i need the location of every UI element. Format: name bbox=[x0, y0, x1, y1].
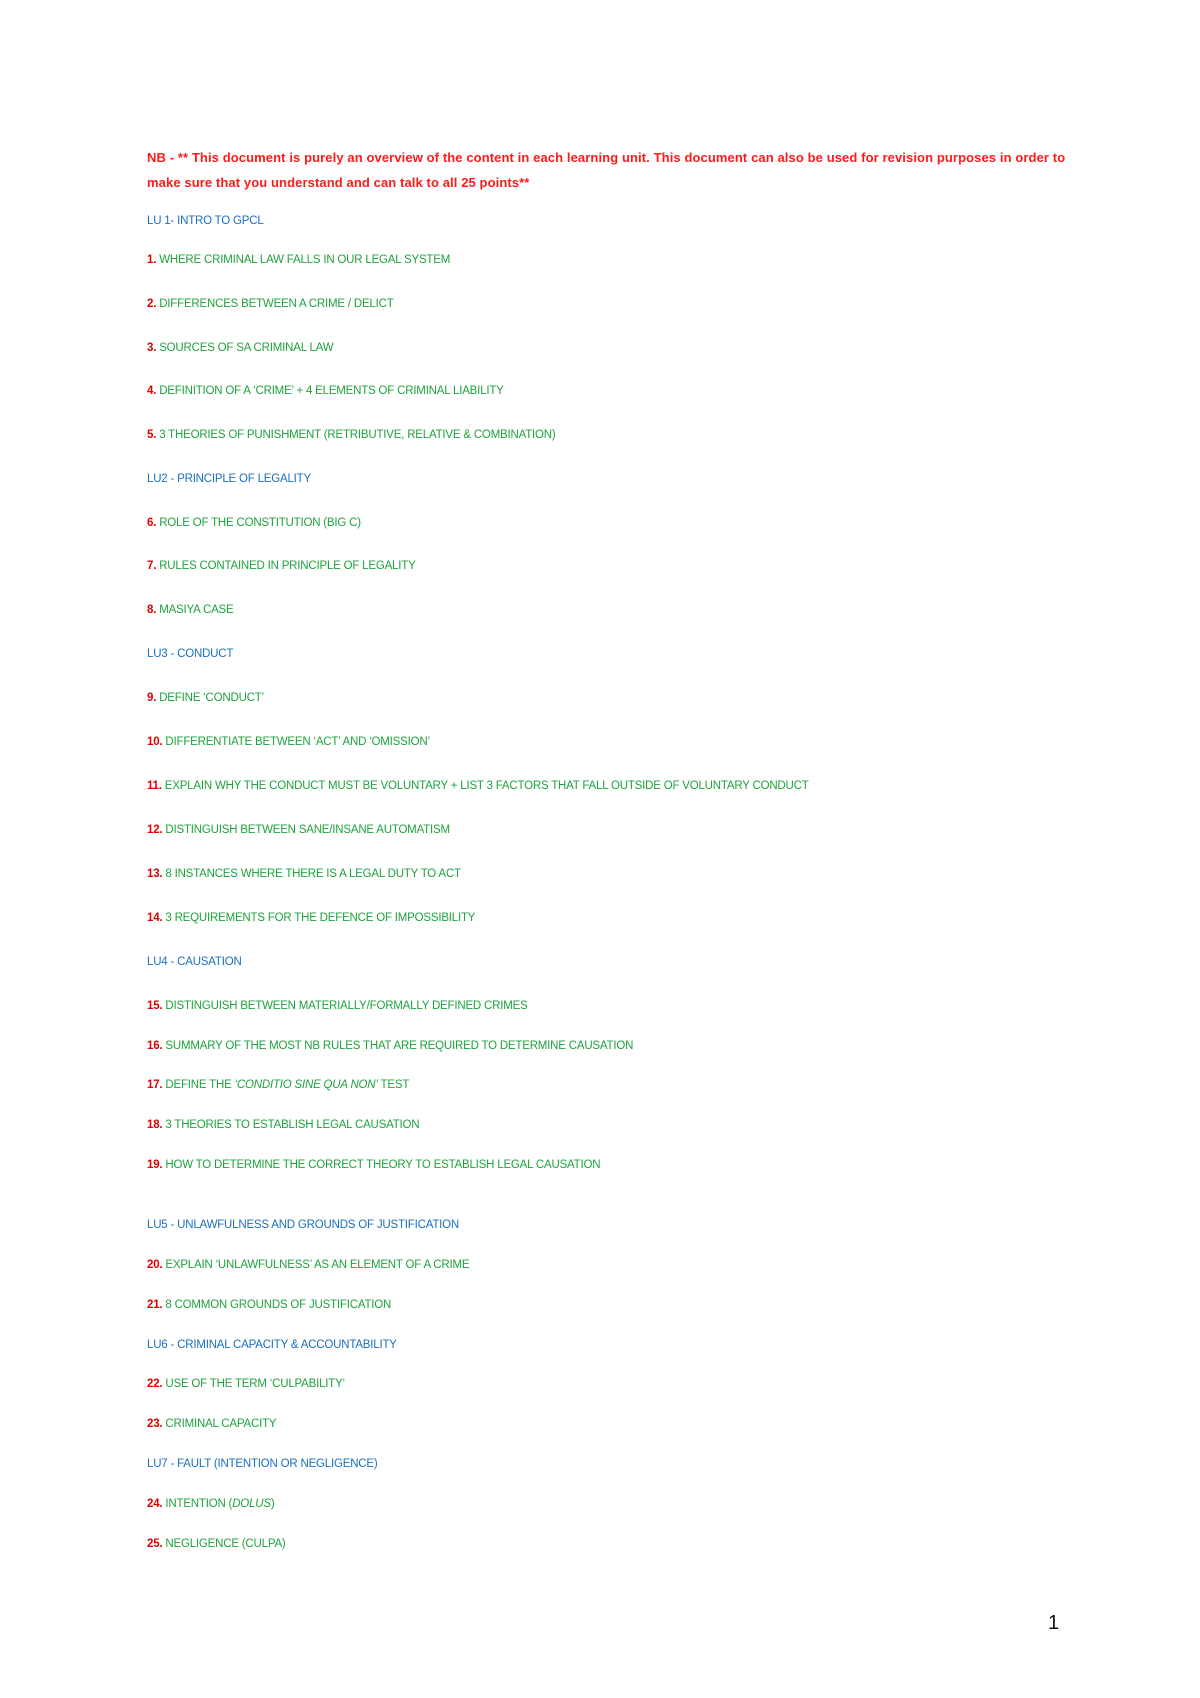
point-text: 8 COMMON GROUNDS OF JUSTIFICATION bbox=[165, 1299, 392, 1311]
list-item bbox=[147, 383, 504, 399]
list-item bbox=[147, 602, 233, 618]
point-number: 12. bbox=[147, 824, 163, 836]
point-text: CRIMINAL CAPACITY bbox=[165, 1418, 277, 1430]
point-number: 22. bbox=[147, 1378, 163, 1390]
point-number: 25. bbox=[147, 1538, 163, 1550]
unit-heading-text: LU2 - PRINCIPLE OF LEGALITY bbox=[147, 473, 311, 485]
list-item bbox=[147, 734, 430, 750]
unit-heading-lu2 bbox=[147, 471, 311, 487]
point-text: DIFFERENCES BETWEEN A CRIME / DELICT bbox=[159, 298, 394, 310]
unit-heading-text: LU6 - CRIMINAL CAPACITY & ACCOUNTABILITY bbox=[147, 1339, 397, 1351]
point-number: 17. bbox=[147, 1079, 163, 1091]
point-text-part: ) bbox=[270, 1498, 275, 1510]
list-item bbox=[147, 515, 361, 531]
point-number: 24. bbox=[147, 1498, 163, 1510]
point-number: 19. bbox=[147, 1159, 163, 1171]
unit-heading-lu3 bbox=[147, 646, 233, 662]
point-number: 11. bbox=[147, 780, 162, 792]
unit-heading-text: LU7 - FAULT (INTENTION OR NEGLIGENCE) bbox=[147, 1458, 378, 1470]
list-item bbox=[147, 427, 556, 443]
point-number: 4. bbox=[147, 385, 157, 397]
unit-heading-text: LU5 - UNLAWFULNESS AND GROUNDS OF JUSTIFICATION bbox=[147, 1219, 459, 1231]
list-item bbox=[147, 1536, 286, 1552]
point-number: 13. bbox=[147, 868, 163, 880]
point-number: 2. bbox=[147, 298, 157, 310]
list-item bbox=[147, 1376, 345, 1392]
point-text-part: TEST bbox=[377, 1079, 410, 1091]
list-item bbox=[147, 1257, 469, 1273]
point-text: DISTINGUISH BETWEEN MATERIALLY/FORMALLY DEFINED CRIMES bbox=[165, 1000, 528, 1012]
point-text bbox=[165, 1079, 409, 1091]
unit-heading-lu1 bbox=[147, 213, 264, 229]
document-note: NB - ** This document is purely an overview of the content in each learning unit. This document can also be used for revision purposes in order to make sure that you understand and can talk to all 25 points** bbox=[147, 150, 1066, 190]
point-text-part: DEFINE THE bbox=[165, 1079, 235, 1091]
point-text: SOURCES OF SA CRIMINAL LAW bbox=[159, 342, 334, 354]
unit-heading-text: LU 1- INTRO TO GPCL bbox=[147, 215, 264, 227]
point-number: 18. bbox=[147, 1119, 163, 1131]
list-item bbox=[147, 1117, 419, 1133]
point-number: 14. bbox=[147, 912, 163, 924]
unit-heading-text: LU3 - CONDUCT bbox=[147, 648, 234, 660]
point-number: 20. bbox=[147, 1259, 163, 1271]
point-text: ROLE OF THE CONSTITUTION (BIG C) bbox=[159, 517, 361, 529]
point-text: NEGLIGENCE (CULPA) bbox=[165, 1538, 286, 1550]
list-item bbox=[147, 998, 528, 1014]
unit-heading-lu4 bbox=[147, 954, 242, 970]
point-number: 7. bbox=[147, 560, 157, 572]
point-text-italic: DOLUS bbox=[232, 1498, 271, 1510]
point-text: USE OF THE TERM ‘CULPABILITY’ bbox=[165, 1378, 345, 1390]
unit-heading-lu6 bbox=[147, 1337, 397, 1353]
page-number: 1 bbox=[1048, 1612, 1060, 1634]
list-item bbox=[147, 822, 450, 838]
point-number: 8. bbox=[147, 604, 157, 616]
point-number: 9. bbox=[147, 692, 157, 704]
list-item bbox=[147, 1496, 274, 1512]
point-number: 16. bbox=[147, 1040, 163, 1052]
point-number: 1. bbox=[147, 254, 157, 266]
list-item bbox=[147, 866, 461, 882]
point-number: 21. bbox=[147, 1299, 163, 1311]
point-text: EXPLAIN ‘UNLAWFULNESS’ AS AN ELEMENT OF A CRIME bbox=[165, 1259, 470, 1271]
point-text: DIFFERENTIATE BETWEEN ‘ACT’ AND ‘OMISSION’ bbox=[165, 736, 430, 748]
list-item bbox=[147, 1297, 391, 1313]
point-text: MASIYA CASE bbox=[159, 604, 234, 616]
list-item bbox=[147, 252, 450, 268]
point-text: SUMMARY OF THE MOST NB RULES THAT ARE REQUIRED TO DETERMINE CAUSATION bbox=[165, 1040, 634, 1052]
point-number: 15. bbox=[147, 1000, 163, 1012]
list-item bbox=[147, 340, 333, 356]
point-text: DEFINE ‘CONDUCT’ bbox=[159, 692, 264, 704]
unit-heading-lu5 bbox=[147, 1217, 459, 1233]
unit-heading-text: LU4 - CAUSATION bbox=[147, 956, 242, 968]
point-number: 6. bbox=[147, 517, 157, 529]
point-text: EXPLAIN WHY THE CONDUCT MUST BE VOLUNTARY + LIST 3 FACTORS THAT FALL OUTSIDE OF VOLUNTARY CONDUCT bbox=[164, 780, 809, 792]
list-item bbox=[147, 1416, 276, 1432]
point-text: RULES CONTAINED IN PRINCIPLE OF LEGALITY bbox=[159, 560, 416, 572]
point-text-italic: ‘CONDITIO SINE QUA NON’ bbox=[234, 1079, 378, 1091]
point-text-part: INTENTION ( bbox=[165, 1498, 233, 1510]
point-text bbox=[165, 1498, 274, 1510]
list-item bbox=[147, 296, 394, 312]
list-item bbox=[147, 558, 416, 574]
list-item bbox=[147, 1077, 409, 1093]
list-item bbox=[147, 690, 264, 706]
point-number: 5. bbox=[147, 429, 157, 441]
point-text: 8 INSTANCES WHERE THERE IS A LEGAL DUTY TO ACT bbox=[165, 868, 461, 880]
list-item bbox=[147, 910, 475, 926]
unit-heading-lu7 bbox=[147, 1456, 378, 1472]
point-text: 3 THEORIES OF PUNISHMENT (RETRIBUTIVE, RELATIVE & COMBINATION) bbox=[159, 429, 556, 441]
point-number: 3. bbox=[147, 342, 157, 354]
point-text: WHERE CRIMINAL LAW FALLS IN OUR LEGAL SYSTEM bbox=[159, 254, 451, 266]
point-text: DEFINITION OF A ‘CRIME’ + 4 ELEMENTS OF CRIMINAL LIABILITY bbox=[159, 385, 504, 397]
point-number: 23. bbox=[147, 1418, 163, 1430]
list-item bbox=[147, 1038, 633, 1054]
list-item bbox=[147, 1157, 600, 1173]
point-text: 3 REQUIREMENTS FOR THE DEFENCE OF IMPOSSIBILITY bbox=[165, 912, 476, 924]
list-item bbox=[147, 778, 809, 794]
point-number: 10. bbox=[147, 736, 163, 748]
point-text: DISTINGUISH BETWEEN SANE/INSANE AUTOMATISM bbox=[165, 824, 450, 836]
point-text: 3 THEORIES TO ESTABLISH LEGAL CAUSATION bbox=[165, 1119, 420, 1131]
point-text: HOW TO DETERMINE THE CORRECT THEORY TO ESTABLISH LEGAL CAUSATION bbox=[165, 1159, 601, 1171]
